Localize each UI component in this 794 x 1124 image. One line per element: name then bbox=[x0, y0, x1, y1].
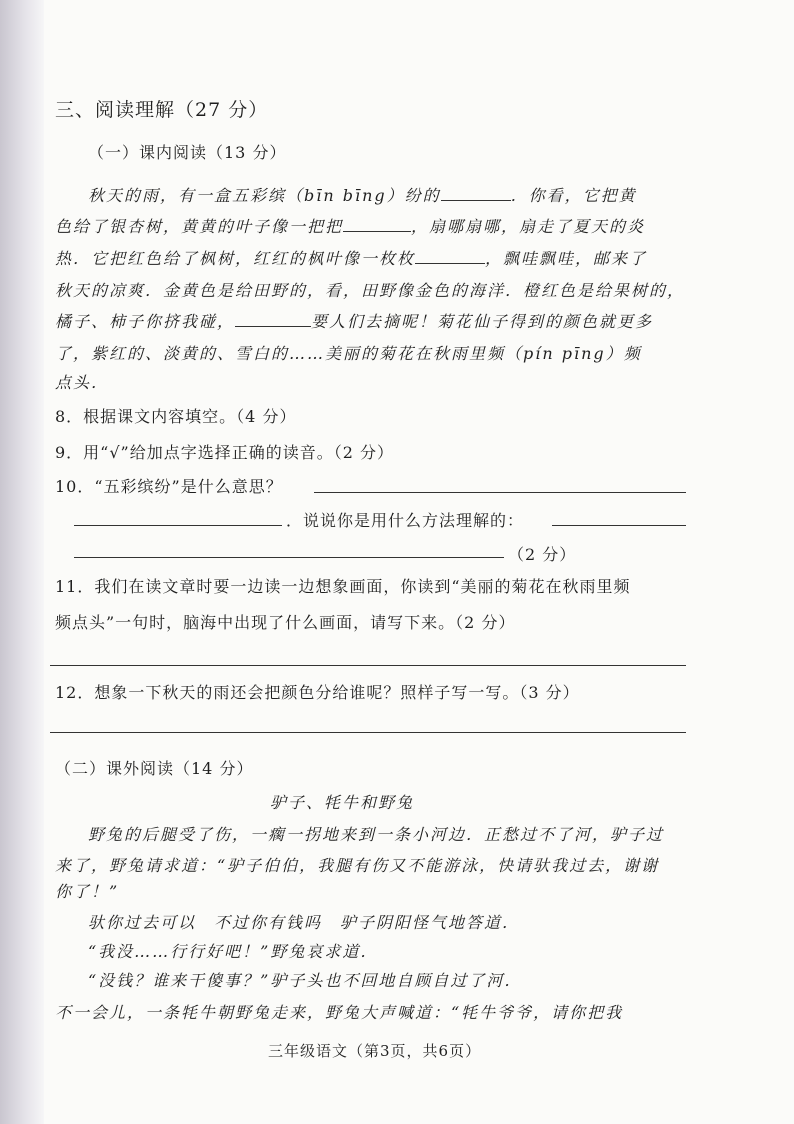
passage1-line-5 bbox=[55, 309, 653, 332]
passage2-line-1: 野兔的后腿受了伤，一瘸一拐地来到一条小河边．正愁过不了河，驴子过 bbox=[88, 825, 665, 844]
passage-text: 要人们去摘呢！菊花仙子得到的颜色就更多 bbox=[311, 312, 654, 331]
answer-line[interactable] bbox=[50, 732, 686, 733]
question-10: 10．“五彩缤纷”是什么意思？ bbox=[55, 477, 283, 496]
passage2-line-2: 来了，野兔请求道：“驴子伯伯，我腿有伤又不能游泳，快请驮我过去，谢谢 bbox=[55, 856, 660, 875]
passage1-line-2 bbox=[55, 214, 645, 237]
passage-text: ．你看，它把黄 bbox=[510, 186, 637, 205]
question-9: 9．用“√”给加点字选择正确的读音。（2 分） bbox=[55, 443, 395, 462]
passage2-line-7: 不一会儿，一条牦牛朝野兔走来，野兔大声喊道：“牦牛爷爷，请你把我 bbox=[55, 1003, 624, 1022]
answer-line[interactable] bbox=[552, 525, 686, 526]
fill-blank[interactable] bbox=[441, 186, 511, 201]
passage1-line-4: 秋天的凉爽．金黄色是给田野的，看，田野像金色的海洋．橙红色是给果树的， bbox=[55, 281, 686, 300]
passage2-line-3: 你了！” bbox=[55, 882, 120, 901]
passage1-line-7: 点头． bbox=[55, 373, 110, 392]
answer-line[interactable] bbox=[74, 557, 504, 558]
passage2-line-4: 驮你过去可以 不过你有钱吗 驴子阴阳怪气地答道． bbox=[88, 913, 521, 932]
question-11-line-2: 频点头”一句时，脑海中出现了什么画面，请写下来。（2 分） bbox=[55, 613, 516, 632]
passage-text: ，飘哇飘哇，邮来了 bbox=[485, 249, 648, 268]
fill-blank[interactable] bbox=[343, 217, 411, 232]
answer-line[interactable] bbox=[314, 492, 686, 493]
page-shadow-edge bbox=[0, 0, 44, 1124]
passage-text: 秋天的雨，有一盒五彩缤（bīn bīng）纷的 bbox=[88, 186, 441, 205]
part1-title: （一）课内阅读（13 分） bbox=[88, 143, 287, 162]
passage-text: 橘子、柿子你挤我碰， bbox=[55, 312, 236, 331]
question-10-score: （2 分） bbox=[508, 545, 577, 564]
passage-text: 热．它把红色给了枫树，红红的枫叶像一枚枚 bbox=[55, 249, 416, 268]
passage-text: ，扇哪扇哪，扇走了夏天的炎 bbox=[411, 217, 646, 236]
part2-title: （二）课外阅读（14 分） bbox=[55, 759, 254, 778]
fill-blank[interactable] bbox=[235, 312, 311, 327]
answer-line[interactable] bbox=[74, 525, 282, 526]
passage1-line-1 bbox=[88, 183, 637, 206]
answer-line[interactable] bbox=[50, 665, 686, 666]
page-footer: 三年级语文（第3页，共6页） bbox=[268, 1042, 482, 1060]
passage2-line-5: “我没……行行好吧！”野兔哀求道． bbox=[88, 942, 379, 961]
passage1-line-6: 了，紫红的、淡黄的、雪白的……美丽的菊花在秋雨里频（pín pīng）频 bbox=[55, 344, 642, 363]
passage1-line-3 bbox=[55, 246, 647, 269]
question-8: 8．根据课文内容填空。（4 分） bbox=[55, 407, 297, 426]
question-12: 12．想象一下秋天的雨还会把颜色分给谁呢？照样子写一写。（3 分） bbox=[55, 683, 580, 702]
question-10-method: ．说说你是用什么方法理解的： bbox=[286, 511, 525, 530]
story-title: 驴子、牦牛和野兔 bbox=[270, 793, 415, 812]
section-title: 三、阅读理解（27 分） bbox=[55, 99, 269, 121]
passage2-line-6: “没钱？谁来干傻事？”驴子头也不回地自顾自过了河． bbox=[88, 971, 523, 990]
question-11-line-1: 11．我们在读文章时要一边读一边想象画面，你读到“美丽的菊花在秋雨里频 bbox=[55, 577, 631, 596]
fill-blank[interactable] bbox=[415, 249, 485, 264]
passage-text: 色给了银杏树，黄黄的叶子像一把把 bbox=[55, 217, 344, 236]
